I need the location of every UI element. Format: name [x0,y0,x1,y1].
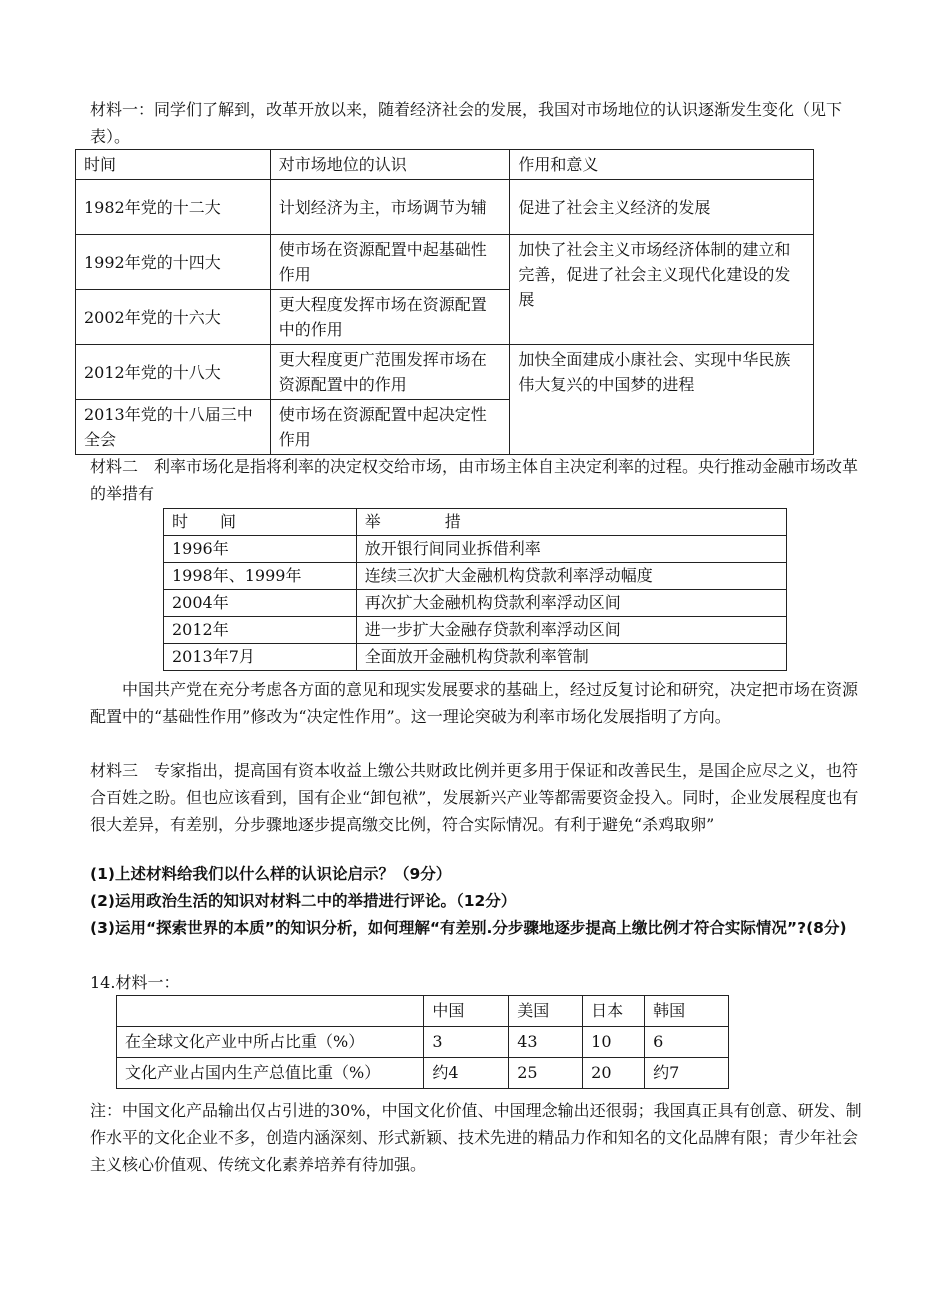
table-row [117,1058,729,1089]
table-row [164,590,787,617]
significance-cell: 加快全面建成小康社会、实现中华民族伟大复兴的中国梦的进程 [510,345,814,455]
measure-cell: 进一步扩大金融存贷款利率浮动区间 [356,617,786,644]
value-cell: 20 [583,1058,645,1089]
q14-label: 14.材料一： [90,973,180,992]
q14-note: 注：中国文化产品输出仅占引进的30%，中国文化价值、中国理念输出还很弱；我国真正具有创意、研发、制作水平的文化企业不多，创造内涵深刻、形式新颖、技术先进的精品力作和知名的文化品牌有限；青少年社会主义核心价值观、传统文化素养培养有待加强。 [90,1101,862,1174]
measure-cell: 全面放开金融机构贷款利率管制 [356,644,786,671]
time-cell: 2012年 [164,617,357,644]
time-cell: 1996年 [164,536,357,563]
value-cell: 3 [424,1027,509,1058]
view-cell: 计划经济为主，市场调节为辅 [270,180,510,235]
header-cell: 对市场地位的认识 [270,150,510,180]
value-cell: 6 [645,1027,729,1058]
view-cell: 使市场在资源配置中起基础性作用 [270,235,510,290]
time-cell: 2013年7月 [164,644,357,671]
table-row [164,644,787,671]
time-cell: 2004年 [164,590,357,617]
time-cell: 1992年党的十四大 [76,235,271,290]
table-row [76,180,814,235]
measure-cell: 连续三次扩大金融机构贷款利率浮动幅度 [356,563,786,590]
question-2: (2)运用政治生活的知识对材料二中的举措进行评论。（12分） [90,892,517,910]
table-row [117,1027,729,1058]
measure-cell: 放开银行间同业拆借利率 [356,536,786,563]
table-row [76,345,814,400]
material2-after: 中国共产党在充分考虑各方面的意见和现实发展要求的基础上，经过反复讨论和研究，决定把市场在资源配置中的“基础性作用”修改为“决定性作用”。这一理论突破为利率市场化发展指明了方向。 [90,680,859,726]
table-row [164,563,787,590]
header-cell [117,996,424,1027]
time-cell: 2013年党的十八届三中全会 [76,400,271,455]
header-cell: 作用和意义 [510,150,814,180]
header-cell: 日本 [583,996,645,1027]
material1-intro: 材料一：同学们了解到，改革开放以来，随着经济社会的发展，我国对市场地位的认识逐渐发生变化（见下表）。 [90,100,843,146]
table-header-row [76,150,814,180]
question-3: (3)运用“探索世界的本质”的知识分析，如何理解“有差别.分步骤地逐步提高上缴比例才符合实际情况”?(8分) [90,919,847,937]
material2-intro: 材料二 利率市场化是指将利率的决定权交给市场，由市场主体自主决定利率的过程。央行推动金融市场改革的举措有 [90,457,859,503]
table-header-row [117,996,729,1027]
header-cell: 举 措 [356,509,786,536]
time-cell: 2012年党的十八大 [76,345,271,400]
culture-industry-table [116,995,729,1089]
table-row [76,235,814,290]
question-1: (1)上述材料给我们以什么样的认识论启示？（9分） [90,865,452,883]
value-cell: 43 [509,1027,583,1058]
time-cell: 1998年、1999年 [164,563,357,590]
table-header-row [164,509,787,536]
view-cell: 更大程度发挥市场在资源配置中的作用 [270,290,510,345]
header-cell: 时 间 [164,509,357,536]
material3-text: 材料三 专家指出，提高国有资本收益上缴公共财政比例并更多用于保证和改善民生，是国企应尽之义，也符合百姓之盼。但也应该看到，国有企业“卸包袱”，发展新兴产业等都需要资金投入。同时，企业发展程度也有很大差异，有差别，分步骤地逐步提高缴交比例，符合实际情况。有利于避免“杀鸡取卵” [90,761,859,834]
interest-rate-measures-table [163,508,787,671]
value-cell: 10 [583,1027,645,1058]
view-cell: 更大程度更广范围发挥市场在资源配置中的作用 [270,345,510,400]
market-status-table [75,149,814,455]
significance-cell: 加快了社会主义市场经济体制的建立和完善，促进了社会主义现代化建设的发展 [510,235,814,345]
table-row [164,617,787,644]
header-cell: 时间 [76,150,271,180]
header-cell: 韩国 [645,996,729,1027]
table-row [164,536,787,563]
value-cell: 约4 [424,1058,509,1089]
value-cell: 25 [509,1058,583,1089]
measure-cell: 再次扩大金融机构贷款利率浮动区间 [356,590,786,617]
time-cell: 2002年党的十六大 [76,290,271,345]
value-cell: 约7 [645,1058,729,1089]
time-cell: 1982年党的十二大 [76,180,271,235]
row-label-cell: 在全球文化产业中所占比重（%） [117,1027,424,1058]
header-cell: 美国 [509,996,583,1027]
row-label-cell: 文化产业占国内生产总值比重（%） [117,1058,424,1089]
header-cell: 中国 [424,996,509,1027]
view-cell: 使市场在资源配置中起决定性作用 [270,400,510,455]
significance-cell: 促进了社会主义经济的发展 [510,180,814,235]
